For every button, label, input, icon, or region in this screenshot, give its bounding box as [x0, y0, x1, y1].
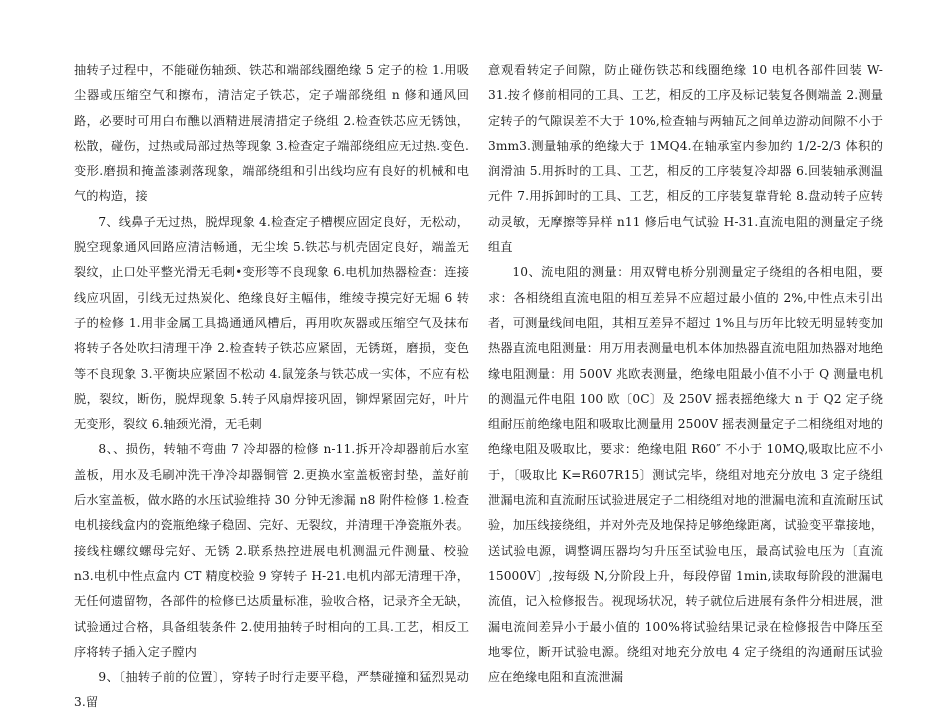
paragraph: 7、线鼻子无过热，脱焊现象 4.检查定子槽楔应固定良好，无松动，脱空现象通风回路应清洁畅通，无尘埃 5.铁芯与机壳固定良好，端盖无裂纹，止口处平整光滑无毛刺•变形等不良现象 6.电机加热器检查：连接线应巩固，引线无过热炭化、绝缘良好主幅伟，维绫寺摸完好无堀 6 转子的检修 1.用非金属工具捣通通风槽后，再用吹灰器或压缩空气及抹布将转子各处吹扫清理干净 2.检查转子铁芯应紧固，无锈斑，磨损，变色等不良现象 3.平衡块应紧固不松动 4.鼠笼条与铁芯成一实体，不应有松脱，裂纹，断伤，脱焊现象 5.转子风扇焊接巩固，铆焊紧固完好，叶片无变形，裂纹 6.轴颈光滑，无毛刺	[74, 214, 469, 432]
right-text-column	[488, 58, 883, 690]
paragraph: 抽转子过程中，不能碰伤轴颈、铁芯和端部线圈绝缘 5 定子的检 1.用吸尘器或压缩空气和擦布，清洁定子铁芯，定子端部绕组 n 修和通风回路，必要时可用白布醮以酒精进展清措定子绕组 2.检查铁芯应无锈蚀，松散，碰伤，过热或局部过热等现象 3.检查定子端部绕组应无过热.变色.变形.磨损和掩盖漆剥落现象，端部绕组和引出线均应有良好的机械和电气的构造，接	[74, 63, 469, 204]
paragraph: 10、流电阻的测量：用双臂电桥分别测量定子绕组的各相电阻，要求：各相绕组直流电阻的相互差异不应超过最小值的 2%,中性点未引出者，可测量线间电阻，其相互差异不超过 1%且与历年比较无明显转变加热器直流电阻测量：用万用表测量电机本体加热器直流电阻加热器对地绝缘电阻测量：用 500V 兆欧表测量，绝缘电阻最小值不小于 Q 测量电机的测温元件电阻 100 欧〔0C〕及 250V 摇表摇绝缘大 n 于 Q2 定子绕组耐压前绝缘电阻和吸取比测量用 2500V 摇表测量定子二相绕组对地的绝缘电阻及吸取比，要求：绝缘电阻 R60″ 不小于 10MQ,吸取比应不小于，〔吸取比 K=R607R15〕测试完毕，绕组对地充分放电 3 定子绕组泄漏电流和直流耐压试验进展定子二相绕组对地的泄漏电流和直流耐压试验，加压线接绕组，并对外壳及地保持足够绝缘距离，试验变平靠接地，送试验电源，调整调压器均匀升压至试验电压，最高试验电压为〔直流 15000V〕,按每级 N,分阶段上升，每段停留 1min,读取每阶段的泄漏电流值，记入检修报告。视现场状况，转子就位后进展有条件分相进展，泄漏电流间差异小于最小值的 100%将试验结果记录在检修报告中降压至地零位，断开试验电源。绕组对地充分放电 4 定子绕组的沟通耐压试验应在绝缘电阻和直流泄漏	[488, 265, 883, 685]
paragraph: 意观看转定子间隙，防止碰伤铁芯和线圈绝缘 10 电机各部件回装 W-31.按彳修前相同的工具、工艺，相反的工序及标记装复各侧端盖 2.测量定转子的气隙误差不大于 10%,检查轴与两轴瓦之间单边游动间隙不小于 3mm3.测量轴承的绝缘大于 1MQ4.在轴承室内参加约 1/2-2/3 体积的润滑油 5.用拆时的工具、工艺，相反的工序装复冷却器 6.回装轴承测温元件 7.用拆卸时的工具、工艺，相反的工序装复靠背轮 8.盘动转子应转动灵敏，无摩擦等异样 n11 修后电气试验 H-31.直流电阻的测量定子绕组直	[488, 63, 883, 255]
paragraph: 9、〔抽转子前的位置〕，穿转子时行走要平稳，严禁碰撞和猛烈晃动 3.留	[74, 670, 469, 710]
left-text-column	[74, 58, 469, 716]
paragraph: 8、、损伤，转轴不弯曲 7 冷却器的检修 n-11.拆开冷却器前后水室盖板，用水及毛刷冲洗干净冷却器铜管 2.更换水室盖板密封垫，盖好前后水室盖板，做水路的水压试验维持 30 分钟无渗漏 n8 附件检修 1.检查电机接线盒内的瓷瓶绝缘子稳固、完好、无裂纹，并清理干净瓷瓶外表。接线柱螺纹螺母完好、无锈 2.联系热控进展电机测温元件测量、校验 n3.电机中性点盒内 CT 精度校验 9 穿转子 H-21.电机内部无清理干净，无任何遗留物，各部件的检修已达质量标准，验收合格，记录齐全无缺，试验通过合格，具备组装条件 2.使用抽转子时相向的工具.工艺，相反工序将转子插入定子膛内	[74, 442, 469, 659]
